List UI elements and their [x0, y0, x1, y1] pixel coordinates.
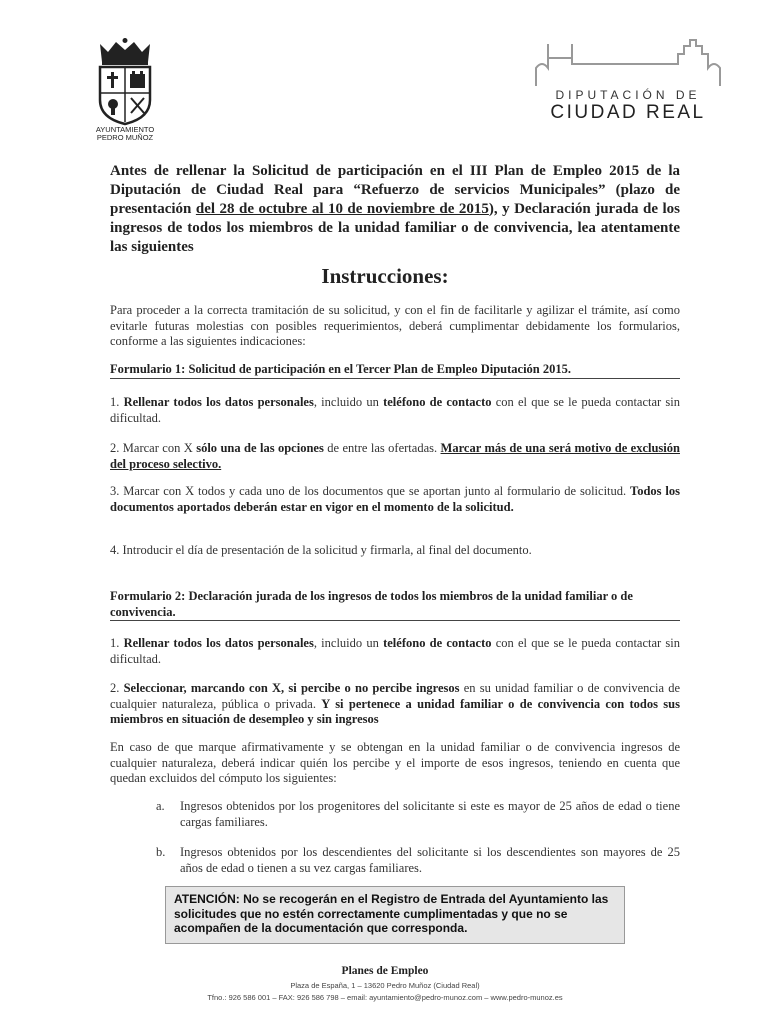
bold-text: Todos los documentos aportados deberán estar en vigor en el momento de la solicitud.	[110, 484, 680, 514]
intro-deadline: del 28 de octubre al 10 de noviembre de 2015	[195, 201, 489, 217]
logo-line1: DIPUTACIÓN DE	[555, 88, 701, 102]
bold-text: sólo una de las opciones	[196, 441, 324, 455]
lead-paragraph: Para proceder a la correcta tramitación de su solicitud, y con el fin de facilitarle y agilizar el trámite, así como evitarle futuras molestias con posibles requerimientos, deberá cumplimentar debidamente los formularios, conforme a las siguientes indicaciones:	[110, 303, 680, 348]
list-letter: a.	[156, 799, 165, 813]
footer-title: Planes de Empleo	[341, 965, 429, 977]
page-title: Instrucciones:	[321, 264, 449, 288]
num: 2. Marcar con X	[110, 441, 197, 455]
form2-item2	[110, 681, 680, 728]
text: con el que se le pueda contactar sin dificultad.	[110, 395, 681, 425]
num: 2.	[110, 681, 124, 695]
num: 1.	[110, 395, 124, 409]
intro-text-2: ), y Declaración jurada de los ingresos de todos los miembros de la unidad familiar o de convivencia, lea atentamente las siguientes	[110, 201, 680, 255]
footer-address: Plaza de España, 1 – 13620 Pedro Muñoz (Ciudad Real)	[290, 981, 480, 990]
bold-text: Seleccionar, marcando con X, si percibe o no percibe ingresos	[123, 681, 460, 695]
form1-item4: 4. Introducir el día de presentación de la solicitud y firmarla, al final del documento.	[110, 543, 532, 557]
text: , incluido un	[313, 636, 384, 650]
form2-paragraph: En caso de que marque afirmativamente y se obtengan en la unidad familiar o de convivencia ingresos de cualquier naturaleza, deberá indicar quién los percibe y el importe de esos ingresos, teniendo en cuenta que quedan excluidos del cómputo los siguientes:	[110, 740, 680, 785]
bold-text: teléfono de contacto	[383, 395, 492, 409]
ayuntamiento-logo	[80, 38, 170, 143]
intro-text-1: Antes de rellenar la Solicitud de participación en el III Plan de Empleo 2015 de la Diputación de Ciudad Real para “Refuerzo de servicios Municipales” (plazo de presentación	[110, 163, 680, 217]
exclusion-warning: Marcar más de una será motivo de exclusión del proceso selectivo.	[110, 441, 680, 471]
text: de entre las ofertadas.	[323, 441, 441, 455]
form1-item3	[110, 484, 680, 515]
logo-caption-line2: PEDRO MUÑOZ	[96, 133, 154, 142]
diputacion-logo	[528, 36, 728, 126]
num: 1.	[110, 636, 124, 650]
list-text: Ingresos obtenidos por los descendientes del solicitante si los descendientes son mayores de 25 años de edad o tienen a su vez cargas familiares.	[180, 845, 680, 875]
logo-line2: CIUDAD REAL	[550, 102, 706, 123]
text: , incluido un	[313, 395, 384, 409]
form2-heading: Formulario 2: Declaración jurada de los ingresos de todos los miembros de la unidad familiar o de convivencia.	[110, 589, 633, 619]
intro-paragraph	[110, 162, 680, 257]
list-letter: b.	[156, 845, 166, 859]
bold-text: teléfono de contacto	[383, 636, 492, 650]
form2-divider	[110, 620, 680, 621]
list-text: Ingresos obtenidos por los progenitores del solicitante si este es mayor de 25 años de edad o tiene cargas familiares.	[180, 799, 680, 829]
form2-item1	[110, 636, 680, 667]
bold-text: Y si pertenece a unidad familiar o de convivencia con todos sus miembros en situación de desempleo y sin ingresos	[110, 696, 680, 726]
form1-item2	[110, 441, 680, 472]
text: en su unidad familiar o de convivencia de cualquier naturaleza, pública o privada.	[110, 681, 681, 711]
text: 3. Marcar con X todos y cada uno de los documentos que se aportan junto al formulario de solicitud.	[110, 484, 631, 498]
coat-of-arms-icon	[80, 38, 170, 126]
building-outline-icon	[528, 36, 728, 86]
bold-text: Rellenar todos los datos personales	[123, 636, 314, 650]
footer-contact: Tfno.: 926 586 001 – FAX: 926 586 798 – email: ayuntamiento@pedro-munoz.com – www.pedro-munoz.es	[207, 993, 563, 1002]
bold-text: Rellenar todos los datos personales	[123, 395, 314, 409]
form1-divider	[110, 378, 680, 379]
logo-caption-line1: AYUNTAMIENTO	[95, 125, 155, 134]
attention-box: ATENCIÓN: No se recogerán en el Registro de Entrada del Ayuntamiento las solicitudes que no estén correctamente cumplimentadas y que no se acompañen de la documentación que corresponda.	[165, 886, 625, 944]
form1-item1	[110, 395, 680, 426]
form1-heading: Formulario 1: Solicitud de participación en el Tercer Plan de Empleo Diputación 2015.	[110, 362, 571, 376]
text: con el que se le pueda contactar sin dificultad.	[110, 636, 681, 666]
